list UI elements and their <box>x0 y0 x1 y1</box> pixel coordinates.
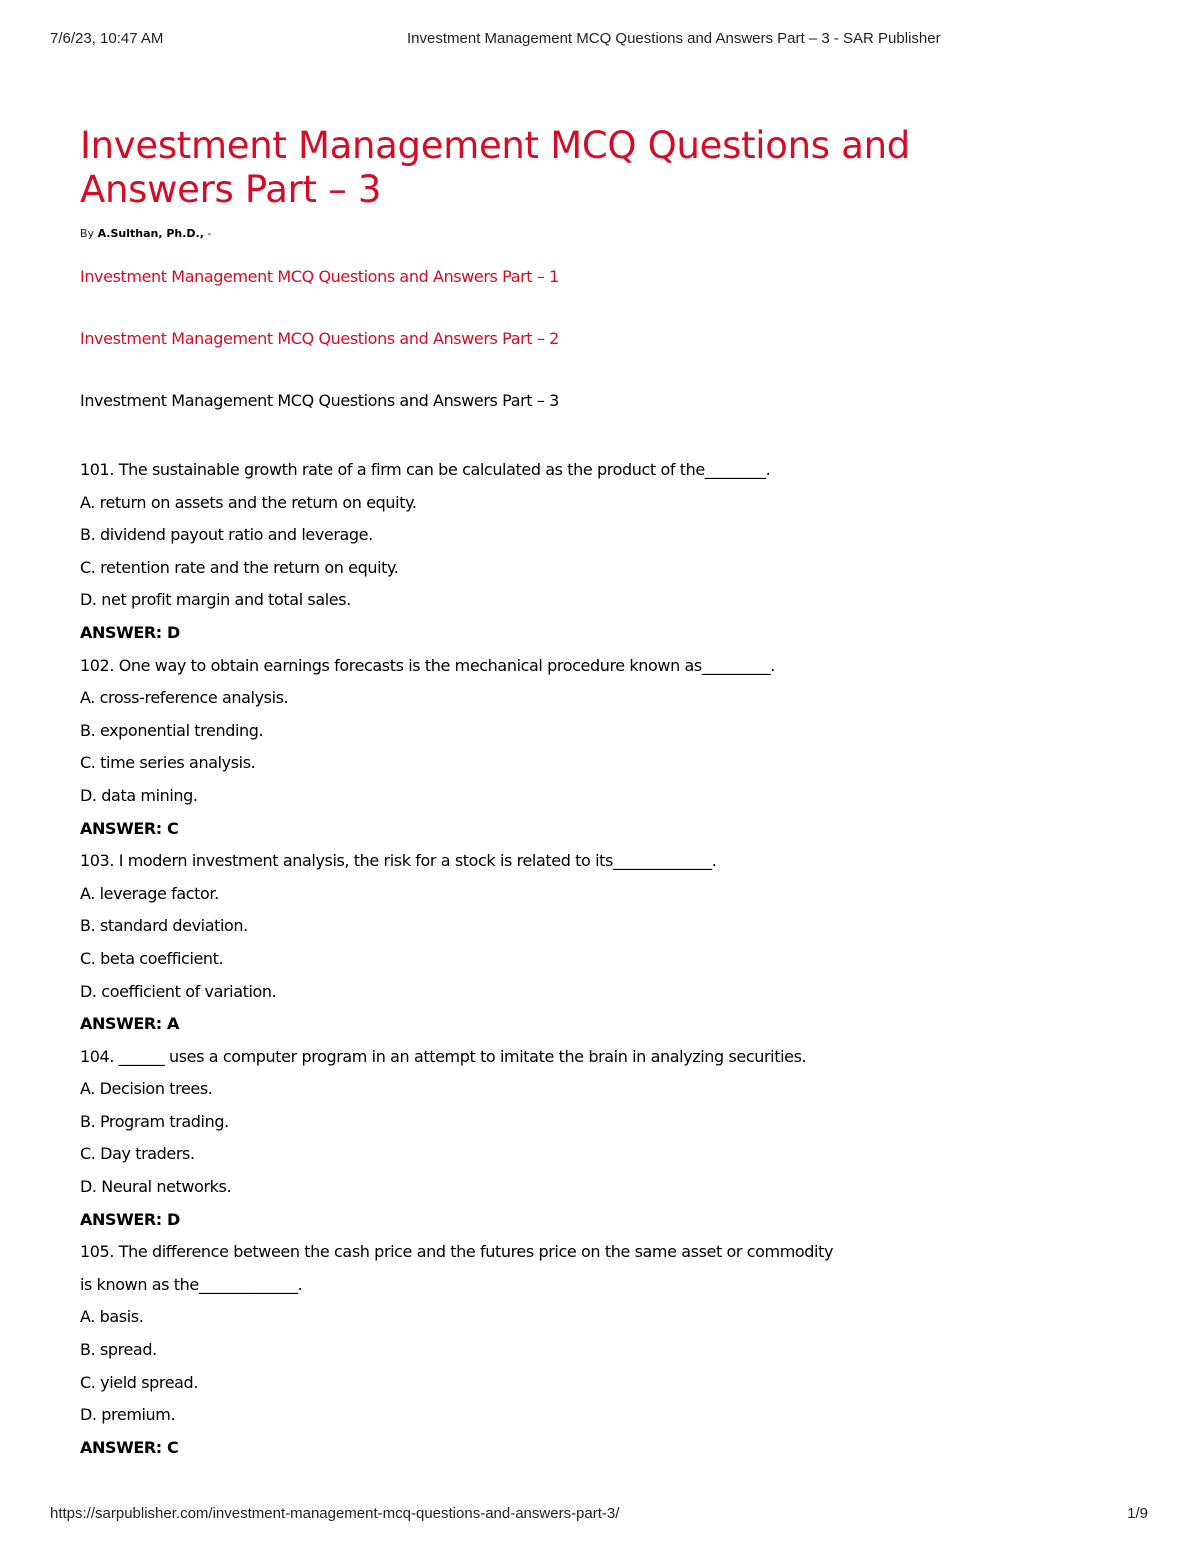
question-text: 102. One way to obtain earnings forecasts is the mechanical procedure known as_________. <box>80 655 775 675</box>
option-d: D. data mining. <box>80 785 198 805</box>
option-a: A. Decision trees. <box>80 1079 213 1099</box>
option-d: D. premium. <box>80 1405 176 1425</box>
question-text: 101. The sustainable growth rate of a firm can be calculated as the product of the________. <box>80 460 771 479</box>
option-d: D. Neural networks. <box>80 1177 232 1197</box>
article-title: Investment Management MCQ Questions and Answers Part – 3 <box>80 124 910 211</box>
answer: ANSWER: A <box>80 1014 179 1034</box>
print-footer <box>50 1505 1148 1525</box>
option-d: D. coefficient of variation. <box>80 981 277 1001</box>
byline <box>80 226 940 242</box>
page-number: 1/9 <box>1127 1505 1148 1522</box>
answer: ANSWER: D <box>80 1209 180 1229</box>
answer: ANSWER: C <box>80 1437 179 1457</box>
print-header <box>50 30 1150 50</box>
answer: ANSWER: C <box>80 818 179 838</box>
part-2-link[interactable]: Investment Management MCQ Questions and Answers Part – 2 <box>80 329 559 348</box>
article <box>80 124 940 1464</box>
byline-prefix: By <box>80 227 95 240</box>
option-b: B. standard deviation. <box>80 916 248 936</box>
option-b: B. exponential trending. <box>80 720 264 740</box>
question-text: 105. The difference between the cash price and the futures price on the same asset or commodity is known as the_____________. <box>80 1242 834 1294</box>
byline-suffix: - <box>207 227 212 240</box>
option-c: C. yield spread. <box>80 1372 198 1392</box>
option-c: C. Day traders. <box>80 1144 195 1164</box>
option-a: A. basis. <box>80 1307 144 1327</box>
page-url: https://sarpublisher.com/investment-management-mcq-questions-and-answers-part-3/ <box>50 1505 620 1522</box>
option-a: A. leverage factor. <box>80 883 219 903</box>
author-link[interactable]: A.Sulthan, Ph.D., <box>97 227 204 240</box>
option-c: C. time series analysis. <box>80 753 256 773</box>
option-c: C. retention rate and the return on equity. <box>80 557 399 577</box>
question-text: 103. I modern investment analysis, the risk for a stock is related to its_____________. <box>80 851 717 871</box>
option-d: D. net profit margin and total sales. <box>80 590 351 610</box>
option-a: A. cross-reference analysis. <box>80 688 289 708</box>
print-date: 7/6/23, 10:47 AM <box>50 30 164 47</box>
part-1-link[interactable]: Investment Management MCQ Questions and Answers Part – 1 <box>80 267 559 286</box>
option-a: A. return on assets and the return on equity. <box>80 492 417 512</box>
print-page-title: Investment Management MCQ Questions and Answers Part – 3 - SAR Publisher <box>407 30 941 47</box>
option-b: B. spread. <box>80 1340 157 1360</box>
question-list <box>80 454 940 1464</box>
answer: ANSWER: D <box>80 622 180 642</box>
current-part-heading: Investment Management MCQ Questions and Answers Part – 3 <box>80 391 559 410</box>
option-b: B. Program trading. <box>80 1111 229 1131</box>
question-text: 104. ______ uses a computer program in an attempt to imitate the brain in analyzing securities. <box>80 1046 807 1066</box>
option-b: B. dividend payout ratio and leverage. <box>80 525 373 545</box>
option-c: C. beta coefficient. <box>80 948 224 968</box>
